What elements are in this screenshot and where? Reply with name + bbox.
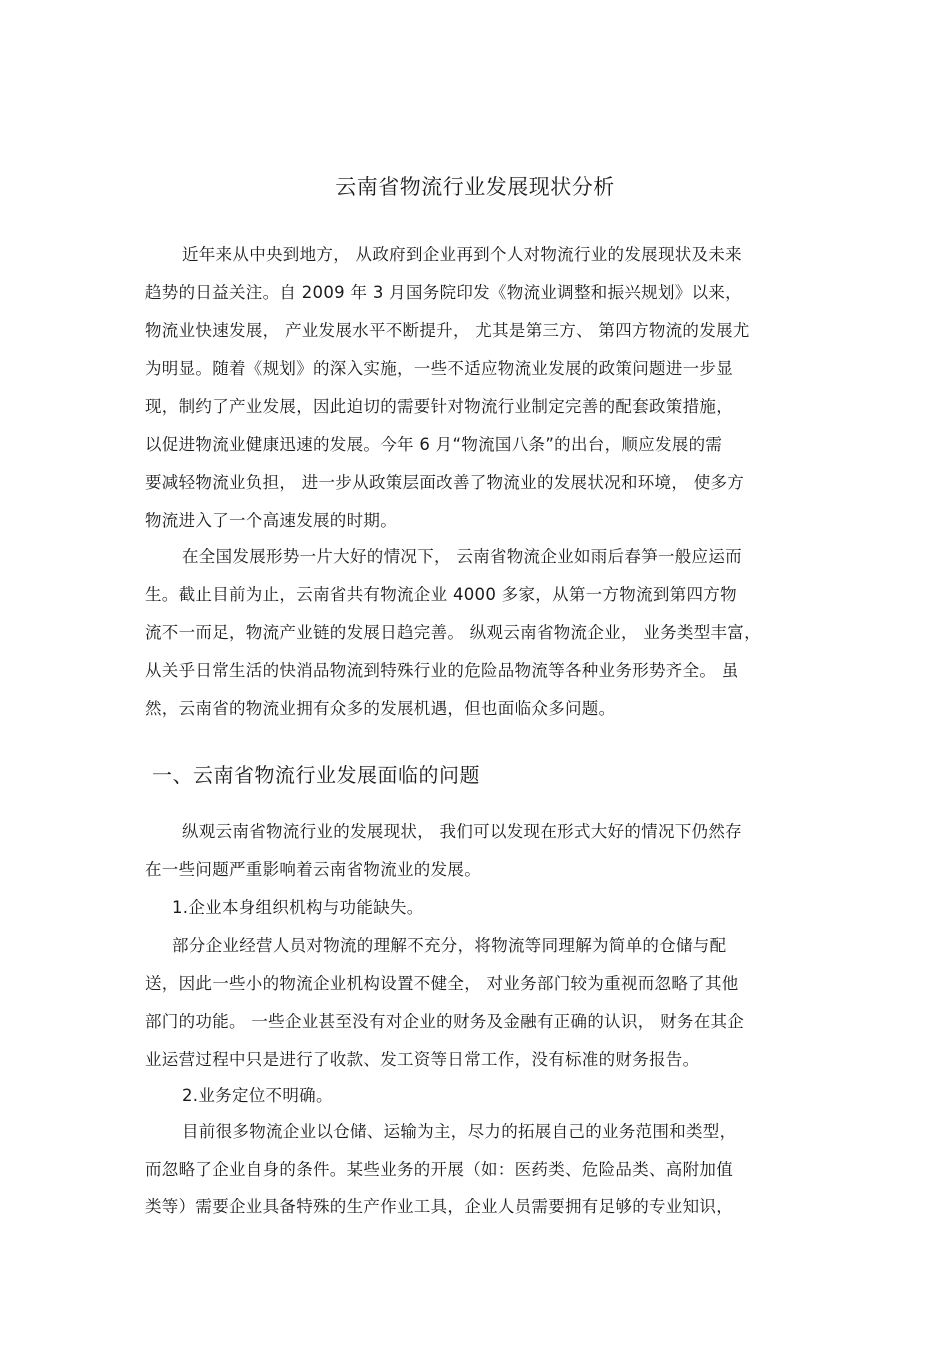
section-heading: 一、云南省物流行业发展面临的问题	[152, 763, 480, 787]
subheading-line: 1.企业本身组织机构与功能缺失。	[172, 898, 424, 917]
paragraph-line: 类等）需要企业具备特殊的生产作业工具，企业人员需要拥有足够的专业知识，	[145, 1197, 733, 1216]
paragraph-line: 物流业快速发展， 产业发展水平不断提升， 尤其是第三方、 第四方物流的发展尤	[145, 321, 750, 340]
paragraph-line: 然，云南省的物流业拥有众多的发展机遇，但也面临众多问题。	[145, 699, 616, 718]
paragraph-line: 目前很多物流企业以仓储、运输为主，尽力的拓展自己的业务范围和类型，	[182, 1122, 737, 1141]
paragraph-line: 送，因此一些小的物流企业机构设置不健全， 对业务部门较为重视而忽略了其他	[145, 974, 739, 993]
paragraph-line: 近年来从中央到地方， 从政府到企业再到个人对物流行业的发展现状及未来	[182, 245, 742, 264]
subheading-line: 2.业务定位不明确。	[182, 1086, 333, 1105]
paragraph-line: 生。截止目前为止，云南省共有物流企业 4000 多家，从第一方物流到第四方物	[145, 585, 737, 604]
paragraph-line: 为明显。随着《规划》的深入实施，一些不适应物流业发展的政策问题进一步显	[145, 359, 733, 378]
paragraph-line: 部分企业经营人员对物流的理解不充分，将物流等同理解为简单的仓储与配	[172, 936, 727, 955]
paragraph-line: 业运营过程中只是进行了收款、发工资等日常工作，没有标准的财务报告。	[145, 1050, 700, 1069]
paragraph-line: 从关乎日常生活的快消品物流到特殊行业的危险品物流等各种业务形势齐全。 虽	[145, 661, 739, 680]
paragraph-line: 以促进物流业健康迅速的发展。今年 6 月“物流国八条”的出台，顺应发展的需	[145, 435, 723, 454]
paragraph-line: 在全国发展形势一片大好的情况下， 云南省物流企业如雨后春笋一般应运而	[182, 547, 742, 566]
paragraph-line: 部门的功能。 一些企业甚至没有对企业的财务及金融有正确的认识， 财务在其企	[145, 1012, 745, 1031]
paragraph-line: 要减轻物流业负担， 进一步从政策层面改善了物流业的发展状况和环境， 使多方	[145, 473, 745, 492]
paragraph-line: 流不一而足，物流产业链的发展日趋完善。 纵观云南省物流企业， 业务类型丰富，	[145, 623, 761, 642]
document-title: 云南省物流行业发展现状分析	[335, 175, 615, 199]
paragraph-line: 物流进入了一个高速发展的时期。	[145, 511, 397, 530]
paragraph-line: 现，制约了产业发展，因此迫切的需要针对物流行业制定完善的配套政策措施，	[145, 397, 733, 416]
paragraph-line: 而忽略了企业自身的条件。某些业务的开展（如：医药类、危险品类、高附加值	[145, 1160, 733, 1179]
paragraph-line: 趋势的日益关注。自 2009 年 3 月国务院印发《物流业调整和振兴规划》以来，	[145, 283, 742, 302]
paragraph-line: 纵观云南省物流行业的发展现状， 我们可以发现在形式大好的情况下仍然存	[182, 822, 742, 841]
paragraph-line: 在一些问题严重影响着云南省物流业的发展。	[145, 860, 481, 879]
